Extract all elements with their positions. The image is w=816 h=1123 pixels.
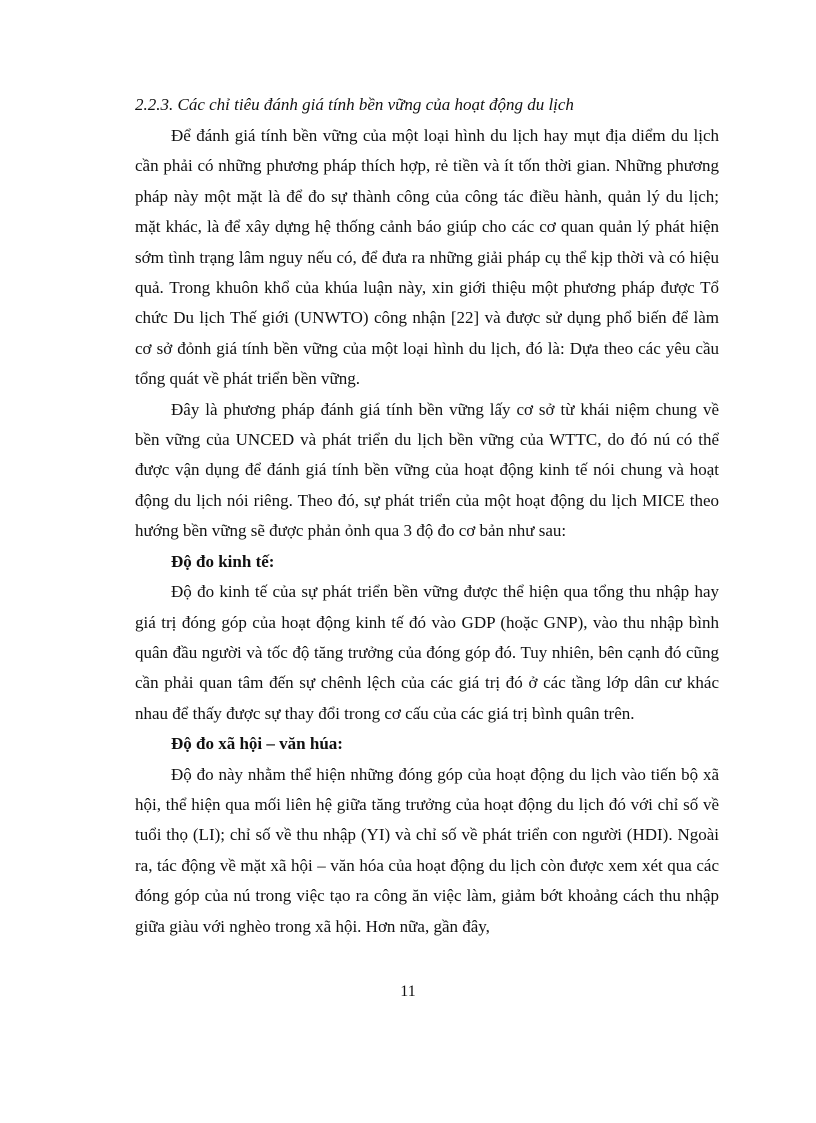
section-heading: 2.2.3. Các chỉ tiêu đánh giá tính bền vững của hoạt động du lịch bbox=[135, 95, 574, 114]
paragraph-sustainability-method: Đây là phương pháp đánh giá tính bền vững lấy cơ sở từ khái niệm chung về bền vững của UNCED và phát triển du lịch bền vững của WTTC, do đó nú có thể được vận dụng để đánh giá tính bền vững của hoạt động kinh tế nói chung và hoạt động du lịch nói riêng. Theo đó, sự phát triển của một hoạt động du lịch MICE theo hướng bền vững sẽ được phản ỏnh qua 3 độ đo cơ bản như sau: bbox=[135, 399, 719, 541]
page-number: 11 bbox=[400, 983, 416, 1000]
subheading-social-cultural-measure: Độ đo xã hội – văn húa: bbox=[171, 734, 343, 754]
subheading-economic-measure: Độ đo kinh tế: bbox=[171, 551, 275, 571]
paragraph-economic-measure: Độ đo kinh tế của sự phát triển bền vững được thể hiện qua tổng thu nhập hay giá trị đóng góp của hoạt động kinh tế đó vào GDP (hoặc GNP), vào thu nhập bình quân đầu người và tốc độ tăng trưởng của đóng góp đó. Tuy nhiên, bên cạnh đó cũng cần phải quan tâm đến sự chênh lệch của các giá trị đó ở các tầng lớp dân cư khác nhau để thấy được sự thay đổi trong cơ cấu của các giá trị bình quân trên. bbox=[135, 582, 719, 723]
paragraph-social-cultural-measure: Độ đo này nhằm thể hiện những đóng góp của hoạt động du lịch vào tiến bộ xã hội, thể hiện qua mối liên hệ giữa tăng trưởng của hoạt động du lịch đó với chỉ số về tuổi thọ (LI); chỉ số về thu nhập (YI) và chỉ số về phát triển con người (HDI). Ngoài ra, tác động về mặt xã hội – văn hóa của hoạt động du lịch còn được xem xét qua các đóng góp của nú trong việc tạo ra công ăn việc làm, giảm bớt khoảng cách thu nhập giữa giàu với nghèo trong xã hội. Hơn nữa, gần đây, bbox=[135, 764, 719, 936]
page-content bbox=[135, 90, 719, 942]
paragraph-evaluation-methods: Để đánh giá tính bền vững của một loại hình du lịch hay mụt địa diểm du lịch cần phải có những phương pháp thích hợp, rẻ tiền và ít tốn thời gian. Những phương pháp này một mặt là để đo sự thành công của công tác điều hành, quản lý du lịch; mặt khác, là để xây dựng hệ thống cảnh báo giúp cho các cơ quan quản lý phát hiện sớm tình trạng lâm nguy nếu có, để đưa ra những giải pháp cụ thể kịp thời và có hiệu quả. Trong khuôn khổ của khúa luận này, xin giới thiệu một phương pháp được Tổ chức Du lịch Thế giới (UNWTO) công nhận [22] và được sử dụng phổ biến để làm cơ sở đỏnh giá tính bền vững của một loại hình du lịch, đó là: Dựa theo các yêu cầu tổng quát về phát triển bền vững. bbox=[135, 126, 719, 389]
